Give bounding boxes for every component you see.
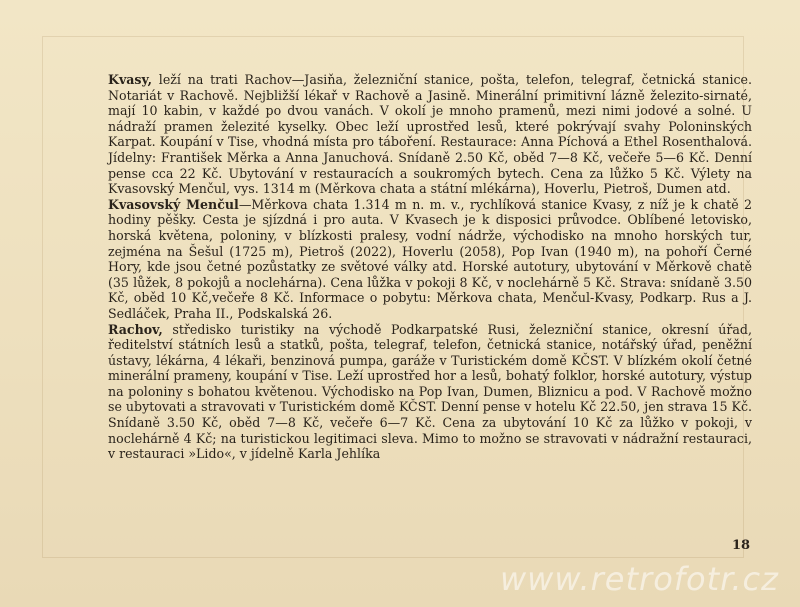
page-text	[108, 72, 752, 462]
entry-heading: Kvasy,	[108, 72, 153, 87]
entry-heading: Kvasovský Menčul	[108, 196, 239, 212]
paragraph-kvasy	[108, 72, 752, 197]
paragraph-kvasovsky-mencul	[108, 197, 752, 322]
entry-heading: Rachov,	[108, 321, 163, 337]
entry-body: —Měrkova chata 1.314 m n. m. v., rychlíková stanice Kvasy, z níž je k chatě 2 hodiny pěšky. Cesta je sjízdná i pro auta. V Kvasech je k disposici průvodce. Oblíbené letovisko, horská květena, poloniny, v blízkosti pralesy, vodní nádrže, východisko na mnoho horských tur, zejména na Šešul (1725 m), Pietroš (2022), Hoverlu (2058), Pop Ivan (1940 m), na pohoří Černé Hory, kde jsou četné pozůstatky ze světové války atd. Horské autotury, ubytování v Měrkově chatě (35 lůžek, 8 pokojů a noclehárna). Cena lůžka v pokoji 8 Kč, v noclehárně 5 Kč. Strava: snídaně 3.50 Kč, oběd 10 Kč,večeře 8 Kč. Informace o pobytu: Měrkova chata, Menčul-Kvasy, Podkarp. Rus a J. Sedláček, Praha II., Podskalská 26.	[108, 196, 753, 321]
paragraph-rachov	[108, 322, 752, 462]
entry-body: leží na trati Rachov—Jasiňa, železniční stanice, pošta, telefon, telegraf, četnická stanice. Notariát v Rachově. Nejbližší lékař v Rachově a Jasině. Minerální primitivní lázně železito-sirnaté, mají 10 kabin, v každé po dvou vanách. V okolí je mnoho pramenů, mezi nimi jodové a solné. U nádraží pramen železité kyselky. Obec leží uprostřed lesů, které pokrývají svahy Poloninských Karpat. Koupání v Tise, vhodná místa pro táboření. Restaurace: Anna Píchová a Ethel Rosenthalová. Jídelny: František Měrka a Anna Januchová. Snídaně 2.50 Kč, oběd 7—8 Kč, večeře 5—6 Kč. Denní pense cca 22 Kč. Ubytování v restauracích a soukromých bytech. Cena za lůžko 5 Kč. Výlety na Kvasovský Menčul, vys. 1314 m (Měrkova chata a státní mlékárna), Hoverlu, Pietroš, Dumen atd.	[108, 72, 752, 197]
page-number: 18	[732, 538, 751, 553]
watermark: www.retrofotr.cz	[500, 560, 779, 598]
entry-body: středisko turistiky na východě Podkarpatské Rusi, železniční stanice, okresní úřad, ředitelství státních lesů a statků, pošta, telegraf, telefon, četnická stanice, notářský úřad, peněžní ústavy, lékárna, 4 lékaři, benzinová pumpa, garáže v Turistickém domě KČST. V blízkém okolí četné minerální prameny, koupání v Tise. Leží uprostřed hor a lesů, bohatý folklor, horské autotury, výstup na poloniny s bohatou květenou. Východisko na Pop Ivan, Dumen, Bliznicu a pod. V Rachově možno se ubytovati a stravovati v Turistickém domě KČST. Denní pense v hotelu Kč 22.50, jen strava 15 Kč. Snídaně 3.50 Kč, oběd 7—8 Kč, večeře 6—7 Kč. Cena za ubytování 10 Kč za lůžko v pokoji, v noclehárně 4 Kč; na turistickou legitimaci sleva. Mimo to možno se stravovati v nádražní restauraci, v restauraci »Lido«, v jídelně Karla Jehlíka	[108, 321, 752, 462]
